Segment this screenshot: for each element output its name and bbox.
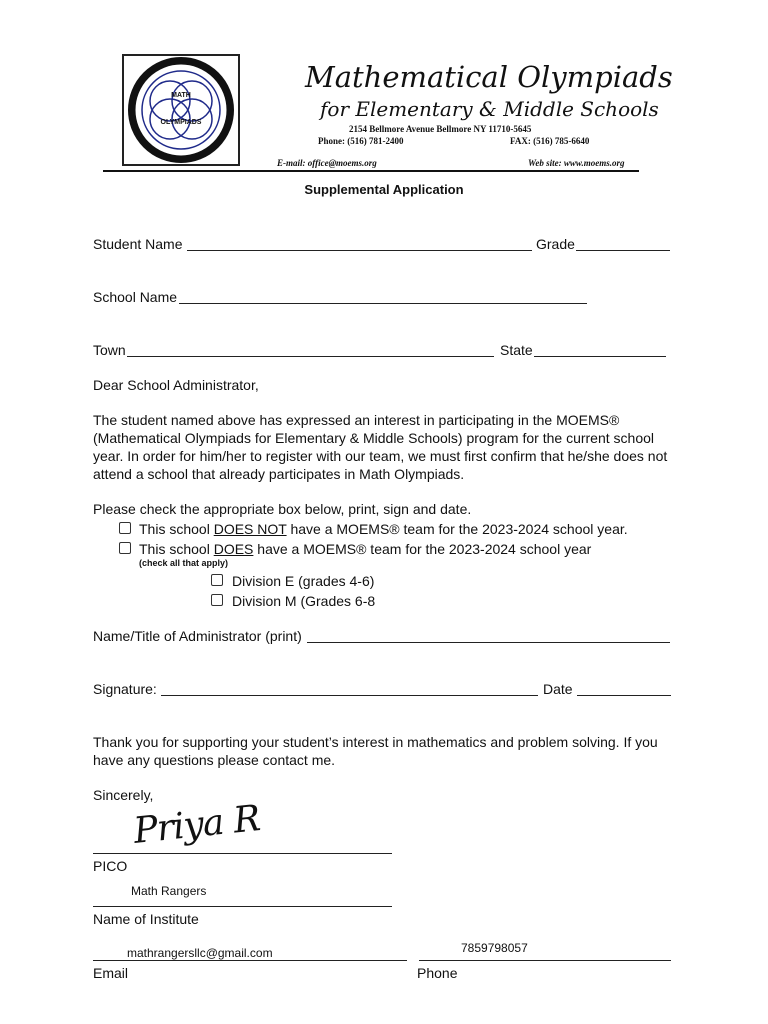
signer-signature-line bbox=[93, 853, 392, 854]
phone-label: Phone bbox=[417, 965, 458, 981]
division-e-checkbox[interactable] bbox=[211, 574, 223, 586]
has-team-prefix: This school bbox=[139, 541, 214, 557]
state-label: State bbox=[500, 342, 533, 358]
school-name-field[interactable] bbox=[179, 303, 587, 304]
town-label: Town bbox=[93, 342, 126, 358]
has-team-option bbox=[139, 540, 591, 558]
organization-address: 2154 Bellmore Avenue Bellmore NY 11710-5645 bbox=[349, 124, 532, 134]
institute-line bbox=[93, 906, 392, 907]
grade-field[interactable] bbox=[576, 250, 670, 251]
phone-line bbox=[419, 960, 671, 961]
institute-value: Math Rangers bbox=[131, 884, 207, 898]
no-team-suffix: have a MOEMS® team for the 2023-2024 school year. bbox=[286, 521, 628, 537]
organization-phone: Phone: (516) 781-2400 bbox=[318, 136, 404, 146]
no-team-prefix: This school bbox=[139, 521, 214, 537]
town-field[interactable] bbox=[127, 356, 494, 357]
has-team-emphasis: DOES bbox=[213, 541, 254, 557]
organization-fax: FAX: (516) 785-6640 bbox=[510, 136, 590, 146]
state-field[interactable] bbox=[534, 356, 666, 357]
form-title: Supplemental Application bbox=[304, 182, 464, 197]
organization-email: E-mail: office@moems.org bbox=[277, 158, 377, 168]
division-e-label: Division E (grades 4-6) bbox=[232, 573, 375, 589]
signature-label: Signature: bbox=[93, 681, 157, 697]
grade-label: Grade bbox=[536, 236, 575, 252]
salutation: Dear School Administrator, bbox=[93, 377, 259, 393]
svg-text:MATH: MATH bbox=[171, 92, 191, 99]
no-team-emphasis: DOES NOT bbox=[213, 521, 287, 537]
school-name-label: School Name bbox=[93, 289, 178, 305]
admin-signature-field[interactable] bbox=[161, 695, 538, 696]
instruction-text: Please check the appropriate box below, print, sign and date. bbox=[93, 501, 472, 517]
student-name-field[interactable] bbox=[187, 250, 532, 251]
email-line bbox=[93, 960, 407, 961]
no-team-option bbox=[139, 520, 628, 538]
olympiad-rings-icon bbox=[124, 56, 238, 164]
moems-logo bbox=[122, 54, 240, 166]
institute-label: Name of Institute bbox=[93, 911, 199, 927]
email-label: Email bbox=[93, 965, 129, 981]
svg-text:OLYMPIADS: OLYMPIADS bbox=[160, 119, 202, 126]
check-all-note: (check all that apply) bbox=[139, 558, 229, 568]
division-m-checkbox[interactable] bbox=[211, 594, 223, 606]
thank-you-text: Thank you for supporting your student’s interest in mathematics and problem solving. If you have any questions please contact me. bbox=[93, 734, 658, 768]
admin-name-title-label: Name/Title of Administrator (print) bbox=[93, 628, 302, 644]
date-label: Date bbox=[543, 681, 573, 697]
phone-value: 7859798057 bbox=[461, 941, 528, 955]
date-field[interactable] bbox=[577, 695, 671, 696]
letter-body: The student named above has expressed an interest in participating in the MOEMS® (Mathematical Olympiads for Elementary & Middle Schools) program for the current school year. In order for him/her to register with our team, we must first confirm that he/she does not attend a school that already participates in Math Olympiads. bbox=[93, 412, 668, 482]
header-divider bbox=[103, 170, 639, 172]
division-m-label: Division M (Grades 6-8 bbox=[232, 593, 376, 609]
organization-title: Mathematical Olympiads bbox=[305, 60, 673, 94]
admin-name-title-field[interactable] bbox=[307, 642, 670, 643]
has-team-checkbox[interactable] bbox=[119, 542, 131, 554]
sincerely-text: Sincerely, bbox=[93, 787, 154, 803]
email-value: mathrangersllc@gmail.com bbox=[127, 946, 273, 960]
student-name-label: Student Name bbox=[93, 236, 183, 252]
handwritten-signature: Priya R bbox=[131, 798, 262, 852]
has-team-suffix: have a MOEMS® team for the 2023-2024 school year bbox=[253, 541, 592, 557]
signer-title: PICO bbox=[93, 858, 128, 874]
organization-website: Web site: www.moems.org bbox=[528, 158, 625, 168]
organization-subtitle: for Elementary & Middle Schools bbox=[320, 97, 659, 121]
no-team-checkbox[interactable] bbox=[119, 522, 131, 534]
